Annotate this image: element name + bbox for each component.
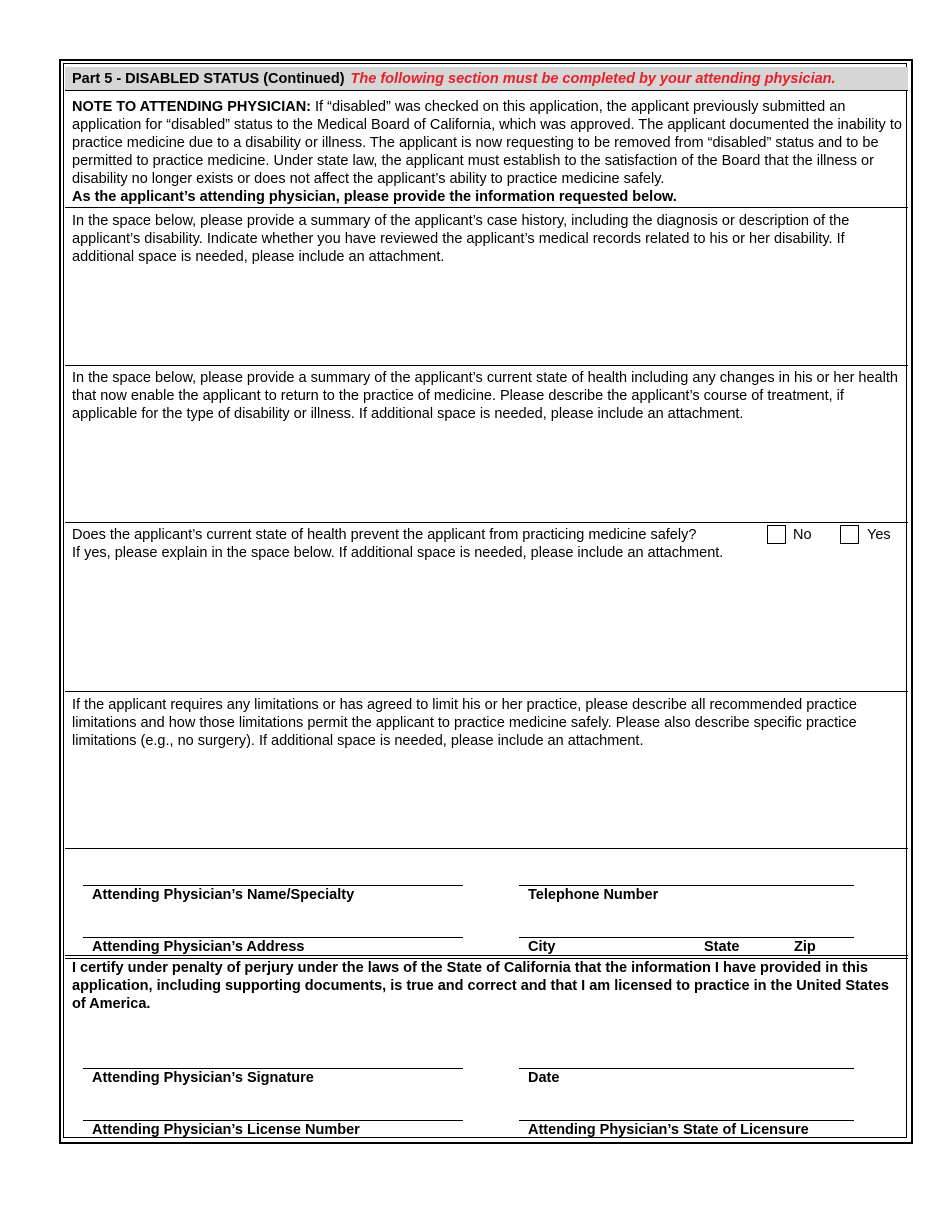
case-history-prompt: In the space below, please provide a summary of the applicant’s case history, including the diagnosis or description of the applicant’s disability. Indicate whether you have reviewed the applicant’s medical records related to his or her disability. If additional space is needed, please include an attachment. bbox=[72, 213, 850, 265]
yes-label: Yes bbox=[867, 527, 891, 543]
state-of-licensure-label: Attending Physician’s State of Licensure bbox=[528, 1122, 809, 1138]
prevent-explain-text: If yes, please explain in the space below. If additional space is needed, please include an attachment. bbox=[72, 545, 724, 561]
date-line[interactable] bbox=[519, 1068, 854, 1069]
limitations-prompt: If the applicant requires any limitations or has agreed to limit his or her practice, please describe all recommended practice limitations and how those limitations permit the applicant to practice medicine safely. Please also describe specific practice limitations (e.g., no surgery). If additional space is needed, please include an attachment. bbox=[72, 697, 857, 749]
license-number-label: Attending Physician’s License Number bbox=[92, 1122, 360, 1138]
no-checkbox[interactable] bbox=[767, 525, 786, 544]
prevent-practice-question bbox=[72, 526, 762, 562]
note-body: If “disabled” was checked on this application, the applicant previously submitted an application for “disabled” status to the Medical Board of California, which was approved. The applicant documented the inability to practice medicine due to a disability or illness. The applicant is now requesting to be removed from “disabled” status and to be permitted to practice medicine. Under state law, the applicant must establish to the satisfaction of the Board that the illness or disability no longer exists or does not affect the applicant’s ability to practice medicine safely. bbox=[72, 99, 902, 187]
prevent-explain-answer-area[interactable] bbox=[66, 584, 906, 688]
current-health-prompt: In the space below, please provide a summary of the applicant’s current state of health including any changes in his or her health that now enable the applicant to return to the practice of medicine. Please describe the applicant’s course of treatment, if applicable for the type of disability or illness. If additional space is needed, please include an attachment. bbox=[72, 370, 898, 422]
current-health-answer-area[interactable] bbox=[66, 425, 906, 519]
divider bbox=[65, 691, 908, 692]
state-label: State bbox=[704, 939, 740, 955]
yes-checkbox[interactable] bbox=[840, 525, 859, 544]
telephone-label: Telephone Number bbox=[528, 887, 659, 903]
case-history-answer-area[interactable] bbox=[66, 268, 906, 362]
divider bbox=[65, 207, 908, 208]
note-label: NOTE TO ATTENDING PHYSICIAN: bbox=[72, 99, 311, 115]
name-specialty-label: Attending Physician’s Name/Specialty bbox=[92, 887, 355, 903]
divider bbox=[65, 848, 908, 849]
divider bbox=[65, 955, 908, 956]
prevent-question-text: Does the applicant’s current state of health prevent the applicant from practicing medicine safely? bbox=[72, 527, 697, 543]
section-header bbox=[65, 67, 908, 91]
note-closing: As the applicant’s attending physician, please provide the information requested below. bbox=[72, 189, 677, 205]
city-label: City bbox=[528, 939, 556, 955]
divider bbox=[65, 365, 908, 366]
limitations-answer-area[interactable] bbox=[66, 752, 906, 846]
signature-label: Attending Physician’s Signature bbox=[92, 1070, 314, 1086]
section-instruction: The following section must be completed by your attending physician. bbox=[350, 71, 836, 87]
no-label: No bbox=[793, 527, 812, 543]
address-label: Attending Physician’s Address bbox=[92, 939, 305, 955]
zip-label: Zip bbox=[794, 939, 816, 955]
section-title: Part 5 - DISABLED STATUS (Continued) bbox=[72, 71, 345, 87]
certification-statement: I certify under penalty of perjury under the laws of the State of California that the information I have provided in this application, including supporting documents, is true and correct and that I am licensed to practice in the United States of America. bbox=[72, 960, 889, 1012]
date-label: Date bbox=[528, 1070, 560, 1086]
divider bbox=[65, 522, 908, 523]
physician-note bbox=[72, 98, 904, 206]
